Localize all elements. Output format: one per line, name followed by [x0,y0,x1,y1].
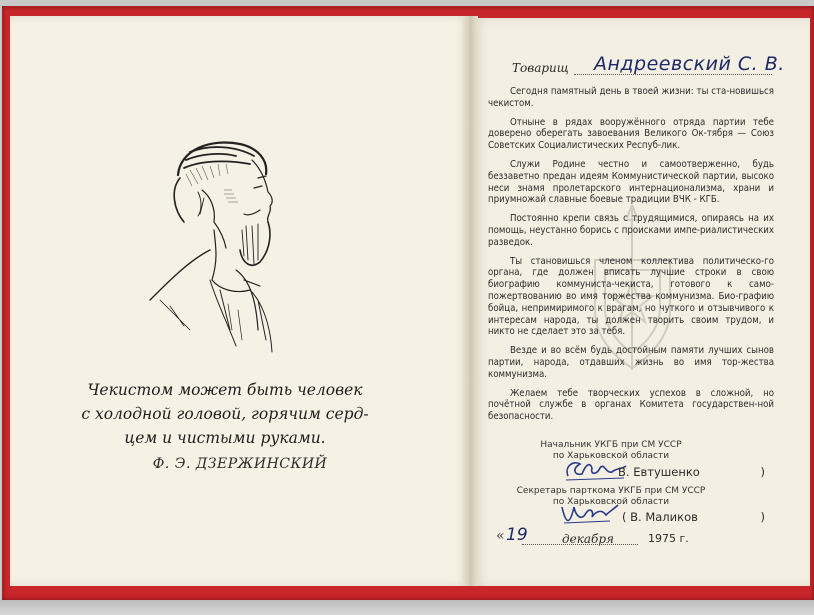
oath-paragraph-7: Желаем тебе творческих успехов в сложной, но почётной службе в органах Комитета государствен-ной безопасности. [488,387,774,423]
signatory-2-row [560,505,765,529]
quote-author: Ф. Э. ДЗЕРЖИНСКИЙ [152,456,328,472]
table-surface [0,600,814,615]
signatory-2-title: Секретарь парткома УКГБ при СМ УССР по Харьковской области [516,486,706,507]
date-day-handwritten: 19 [506,525,528,545]
signatory-2-name: ( В. Маликов [622,510,698,524]
dzerzhinsky-portrait-illustration [140,130,320,360]
signatory-1-close-paren: ) [760,465,765,479]
salutation-row [512,53,785,79]
date-month-handwritten: декабря [562,532,614,546]
oath-paragraph-3: Служи Родине честно и самоотверженно, будь беззаветно предан идеям Коммунистической партии, высоко неси знамя пролетарского интернационализма, храни и приумножай славные боевые традиции ВЧК - КГБ. [488,158,774,206]
signatory-2-close-paren: ) [760,510,765,524]
oath-paragraph-1: Сегодня памятный день в твоей жизни: ты ста-новишься чекистом. [488,86,774,109]
book-spine [462,16,478,586]
oath-paragraph-2: Отныне в рядах вооружённого отряда партии тебе доверено оберегать завоевания Великого Ок-тября — Союз Советских Социалистических Респуб-лик. [488,116,774,152]
date-open-quote: « [496,528,505,544]
signature-2-scribble [560,499,630,529]
salutation-label: Товарищ [512,61,569,75]
date-year: 1975 г. [648,532,689,545]
oath-paragraph-4: Постоянно крепи связь с трудящимися, опираясь на их помощь, неустанно борись с происками импе-риалистических разведок. [488,213,774,248]
oath-paragraph-5: Ты становишься членом коллектива политическо-го органа, где должен вписать лучшие строки в свою биографию коммуниста-чекиста, готового к само-пожертвованию во имя торжества коммунизма. Био-графию бойца, непримиримого к врагам, но чуткого и отзывчивого к интересам народа, ты должен творить своим трудом, и никто не сделает это за тебя. [488,255,774,338]
oath-paragraph-6: Везде и во всём будь достойным памяти лучших сынов партии, народа, отдавших жизнь во имя тор-жества коммунизма. [488,345,774,380]
quote-line-3: цем и чистыми руками. [124,429,326,447]
signatory-1-title: Начальник УКГБ при СМ УССР по Харьковской области [540,440,682,461]
oath-text [488,86,774,430]
dzerzhinsky-quote [75,378,375,450]
quote-line-2: с холодной головой, горячим серд- [81,405,369,423]
signatory-1-name: В. Евтушенко [618,465,700,479]
signatory-1-row [560,460,765,484]
date-row [496,525,706,550]
quote-line-1: Чекистом может быть человек [87,381,363,399]
recipient-name-handwritten: Андреевский С. В. [594,53,785,75]
